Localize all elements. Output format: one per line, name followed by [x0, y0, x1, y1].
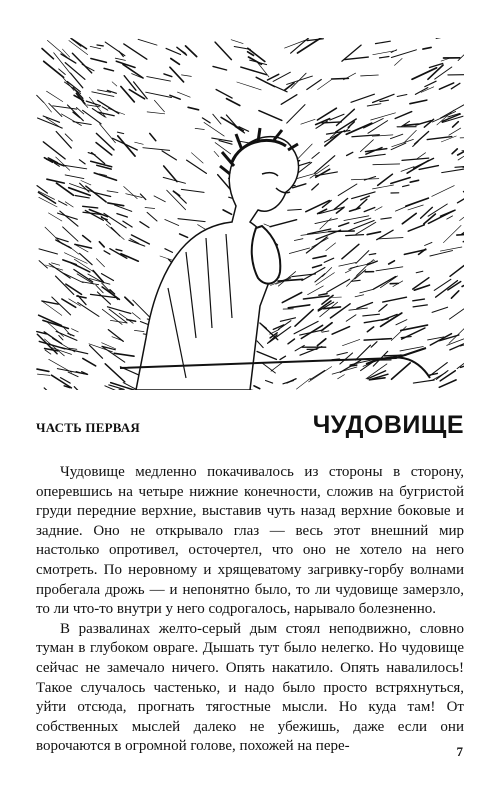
paragraph: Чудовище медленно покачивалось из стороны в сторону, оперевшись на четыре нижние конечности, сложив на бугристой груди передние верхние, выставив чуть назад верхние боковые и задние. Оно не открывало глаз — весь этот внешний мир настолько опротивел, осточертел, что оно не хотело на него смотреть. По неровному и хрящеватому загривку-горбу волнами пробегала дрожь — и непонятно было, то ли чудовище замерзло, то ли что-то внутри у него содрогалось, нарывало болезненно.	[36, 464, 464, 618]
pen-ink-drawing	[36, 38, 464, 390]
illustration	[36, 38, 464, 390]
chapter-heading	[36, 410, 464, 440]
page-number: 7	[456, 744, 463, 759]
body-text	[36, 463, 464, 757]
chapter-title: ЧУДОВИЩЕ	[312, 411, 464, 439]
part-label: ЧАСТЬ ПЕРВАЯ	[36, 420, 140, 435]
paragraph: В развалинах желто-серый дым стоял неподвижно, словно туман в глубоком овраге. Дышать тут было нелегко. Но чудовище сейчас не замечало ничего. Опять накатило. Опять навалилось! Такое случалось частенько, и надо было просто встряхнуться, уйти отсюда, прогнать тягостные мысли. Но куда там! От собственных мыслей далеко не убежишь, даже если они ворочаются в огромной голове, похожей на пере-	[36, 620, 464, 755]
